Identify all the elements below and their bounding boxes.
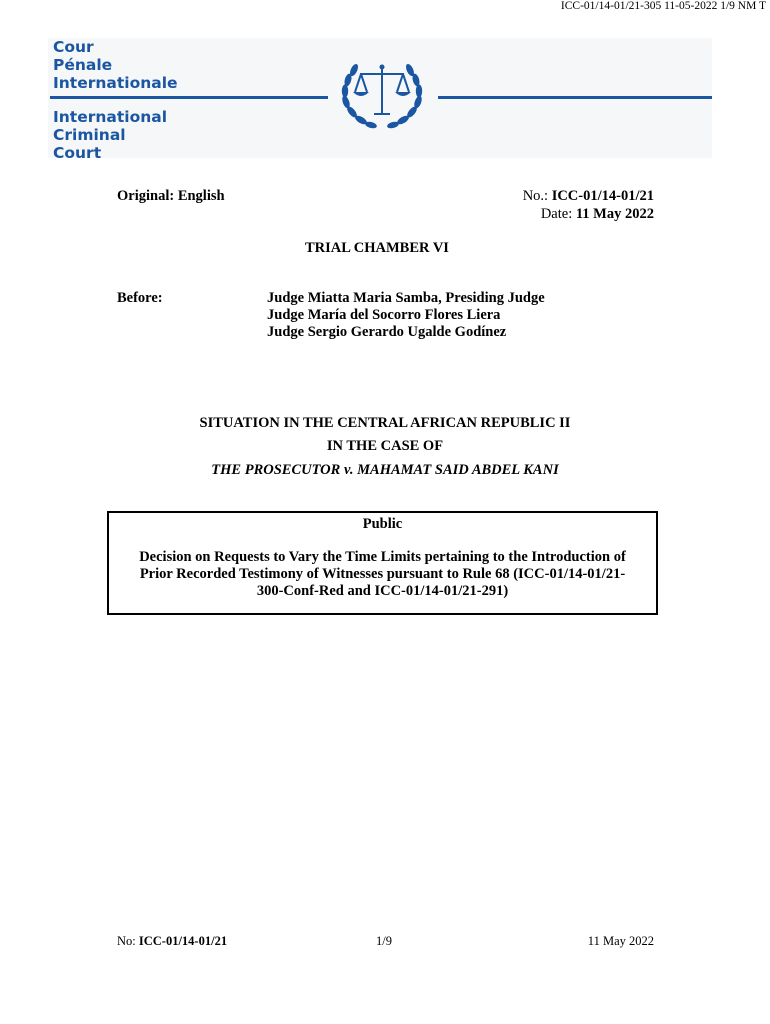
case-name-versus: v <box>343 462 350 478</box>
document-stamp: ICC-01/14-01/21-305 11-05-2022 1/9 NM T <box>560 0 766 12</box>
original-language: Original: English <box>117 188 225 204</box>
decision-title-line-1: Decision on Requests to Vary the Time Limits pertaining to the Introduction of <box>139 549 626 565</box>
before-label: Before: <box>117 290 163 306</box>
letterhead-rule-left <box>50 96 328 99</box>
logo-en-line-3: Court <box>53 144 102 162</box>
judge-1: Judge Miatta Maria Samba, Presiding Judge <box>267 290 545 306</box>
footer-no-label: No: <box>117 934 139 948</box>
decision-title-line-2: Prior Recorded Testimony of Witnesses pursuant to Rule 68 (ICC-01/14-01/21- <box>139 566 626 582</box>
scales-of-justice-icon <box>330 50 434 134</box>
date-line <box>541 206 654 223</box>
date-label: Date: <box>540 206 576 222</box>
judge-2: Judge María del Socorro Flores Liera <box>267 307 501 323</box>
footer-no-value: ICC-01/14-01/21 <box>138 934 228 948</box>
logo-en-line-2: Criminal <box>53 126 126 144</box>
judge-3: Judge Sergio Gerardo Ugalde Godínez <box>267 324 507 340</box>
chamber-title: TRIAL CHAMBER VI <box>305 240 449 256</box>
case-name <box>0 462 770 479</box>
situation-title: SITUATION IN THE CENTRAL AFRICAN REPUBLIC II <box>199 415 571 431</box>
classification-label: Public <box>362 516 403 532</box>
footer-case-number <box>117 934 227 949</box>
case-name-part-1: THE PROSECUTOR <box>211 462 344 478</box>
footer-date: 11 May 2022 <box>587 934 654 948</box>
case-number-label: No.: <box>522 188 552 204</box>
case-name-part-2: . MAHAMAT SAID ABDEL KANI <box>349 462 559 478</box>
logo-fr-line-2: Pénale <box>53 56 113 74</box>
date-value: 11 May 2022 <box>575 206 654 222</box>
case-number: ICC-01/14-01/21 <box>551 188 654 204</box>
logo-en-line-1: International <box>53 108 168 126</box>
logo-fr-line-1: Cour <box>53 38 94 56</box>
case-of-line: IN THE CASE OF <box>326 438 444 454</box>
footer-page-number: 1/9 <box>376 934 392 948</box>
case-number-line <box>523 188 654 205</box>
logo-fr-line-3: Internationale <box>53 74 178 92</box>
decision-title-line-3: 300-Conf-Red and ICC-01/14-01/21-291) <box>256 583 509 599</box>
letterhead-rule-right <box>438 96 712 99</box>
